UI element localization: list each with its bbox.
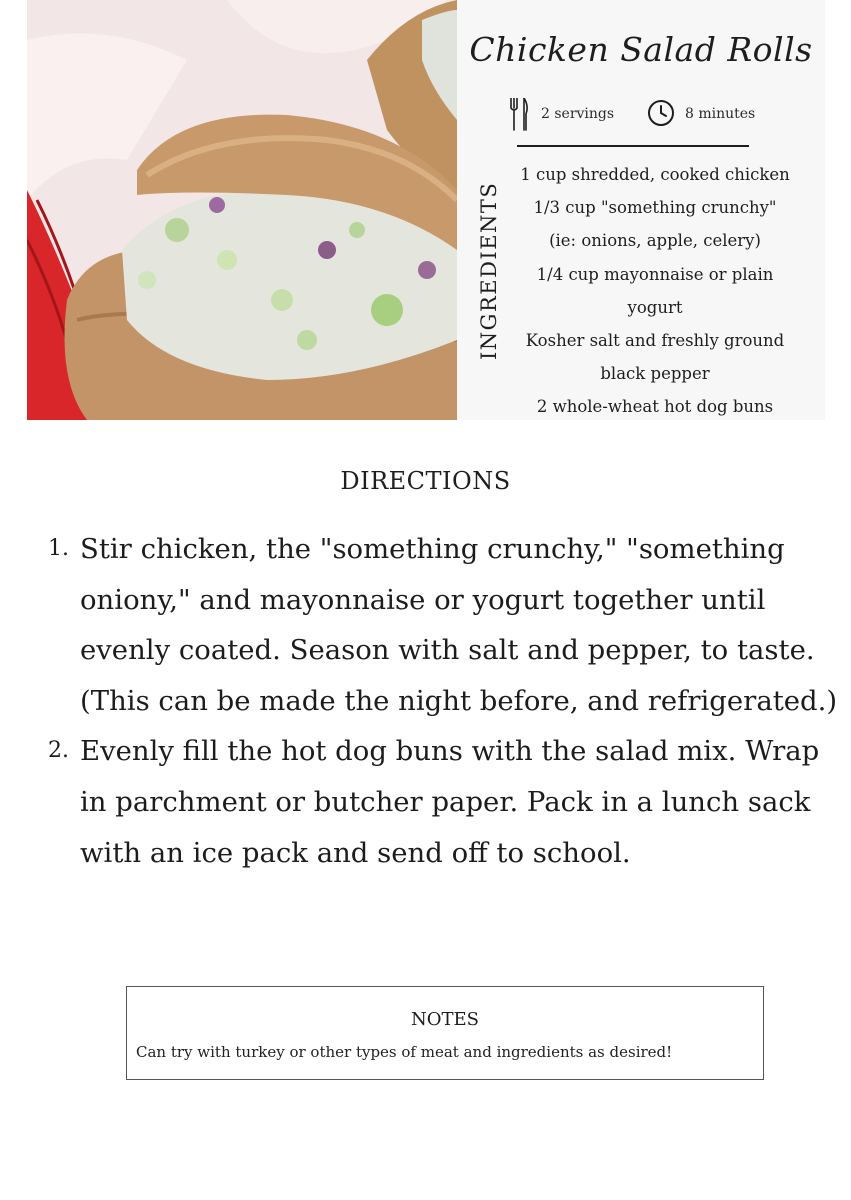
ingredient-line: black pepper xyxy=(600,364,710,384)
time-text: 8 minutes xyxy=(685,106,756,122)
notes-box xyxy=(126,986,764,1080)
servings-text: 2 servings xyxy=(541,106,615,122)
divider xyxy=(517,145,749,147)
step-text: Stir chicken, the "something crunchy," "something oniony," and mayonnaise or yogurt together until evenly coated. Season with salt and pepper, to taste. (This can be made the night before, and refrigerated.) xyxy=(80,533,838,717)
notes-heading: NOTES xyxy=(411,1009,479,1030)
ingredient-line: 1 cup shredded, cooked chicken xyxy=(520,165,790,184)
ingredient-line: 1/4 cup mayonnaise or plain xyxy=(536,264,774,284)
direction-step xyxy=(48,726,838,878)
directions-list xyxy=(48,524,838,878)
ingredient-line: 2 whole-wheat hot dog buns xyxy=(536,397,774,417)
recipe-meta xyxy=(457,96,825,136)
notes-text: Can try with turkey or other types of meat and ingredients as desired! xyxy=(136,1043,673,1061)
step-text: Evenly fill the hot dog buns with the salad mix. Wrap in parchment or butcher paper. Pack in a lunch sack with an ice pack and send off to school. xyxy=(80,735,820,869)
chicken-salad-roll-image xyxy=(27,0,457,420)
recipe-title: Chicken Salad Rolls xyxy=(469,30,813,69)
ingredient-line: 1/3 cup "something crunchy" xyxy=(533,198,777,218)
ingredients-label: INGREDIENTS xyxy=(477,181,501,360)
clock-icon xyxy=(647,99,675,127)
direction-step xyxy=(48,524,838,726)
step-number: 1. xyxy=(48,536,69,561)
directions-heading: DIRECTIONS xyxy=(340,467,511,495)
fork-knife-icon xyxy=(509,98,529,132)
step-number: 2. xyxy=(48,738,69,764)
ingredient-line: yogurt xyxy=(627,297,683,317)
ingredients-list xyxy=(519,158,791,420)
recipe-photo xyxy=(27,0,457,420)
recipe-card xyxy=(457,0,825,420)
ingredient-line: Kosher salt and freshly ground xyxy=(525,331,785,351)
ingredient-line: (ie: onions, apple, celery) xyxy=(549,231,761,251)
